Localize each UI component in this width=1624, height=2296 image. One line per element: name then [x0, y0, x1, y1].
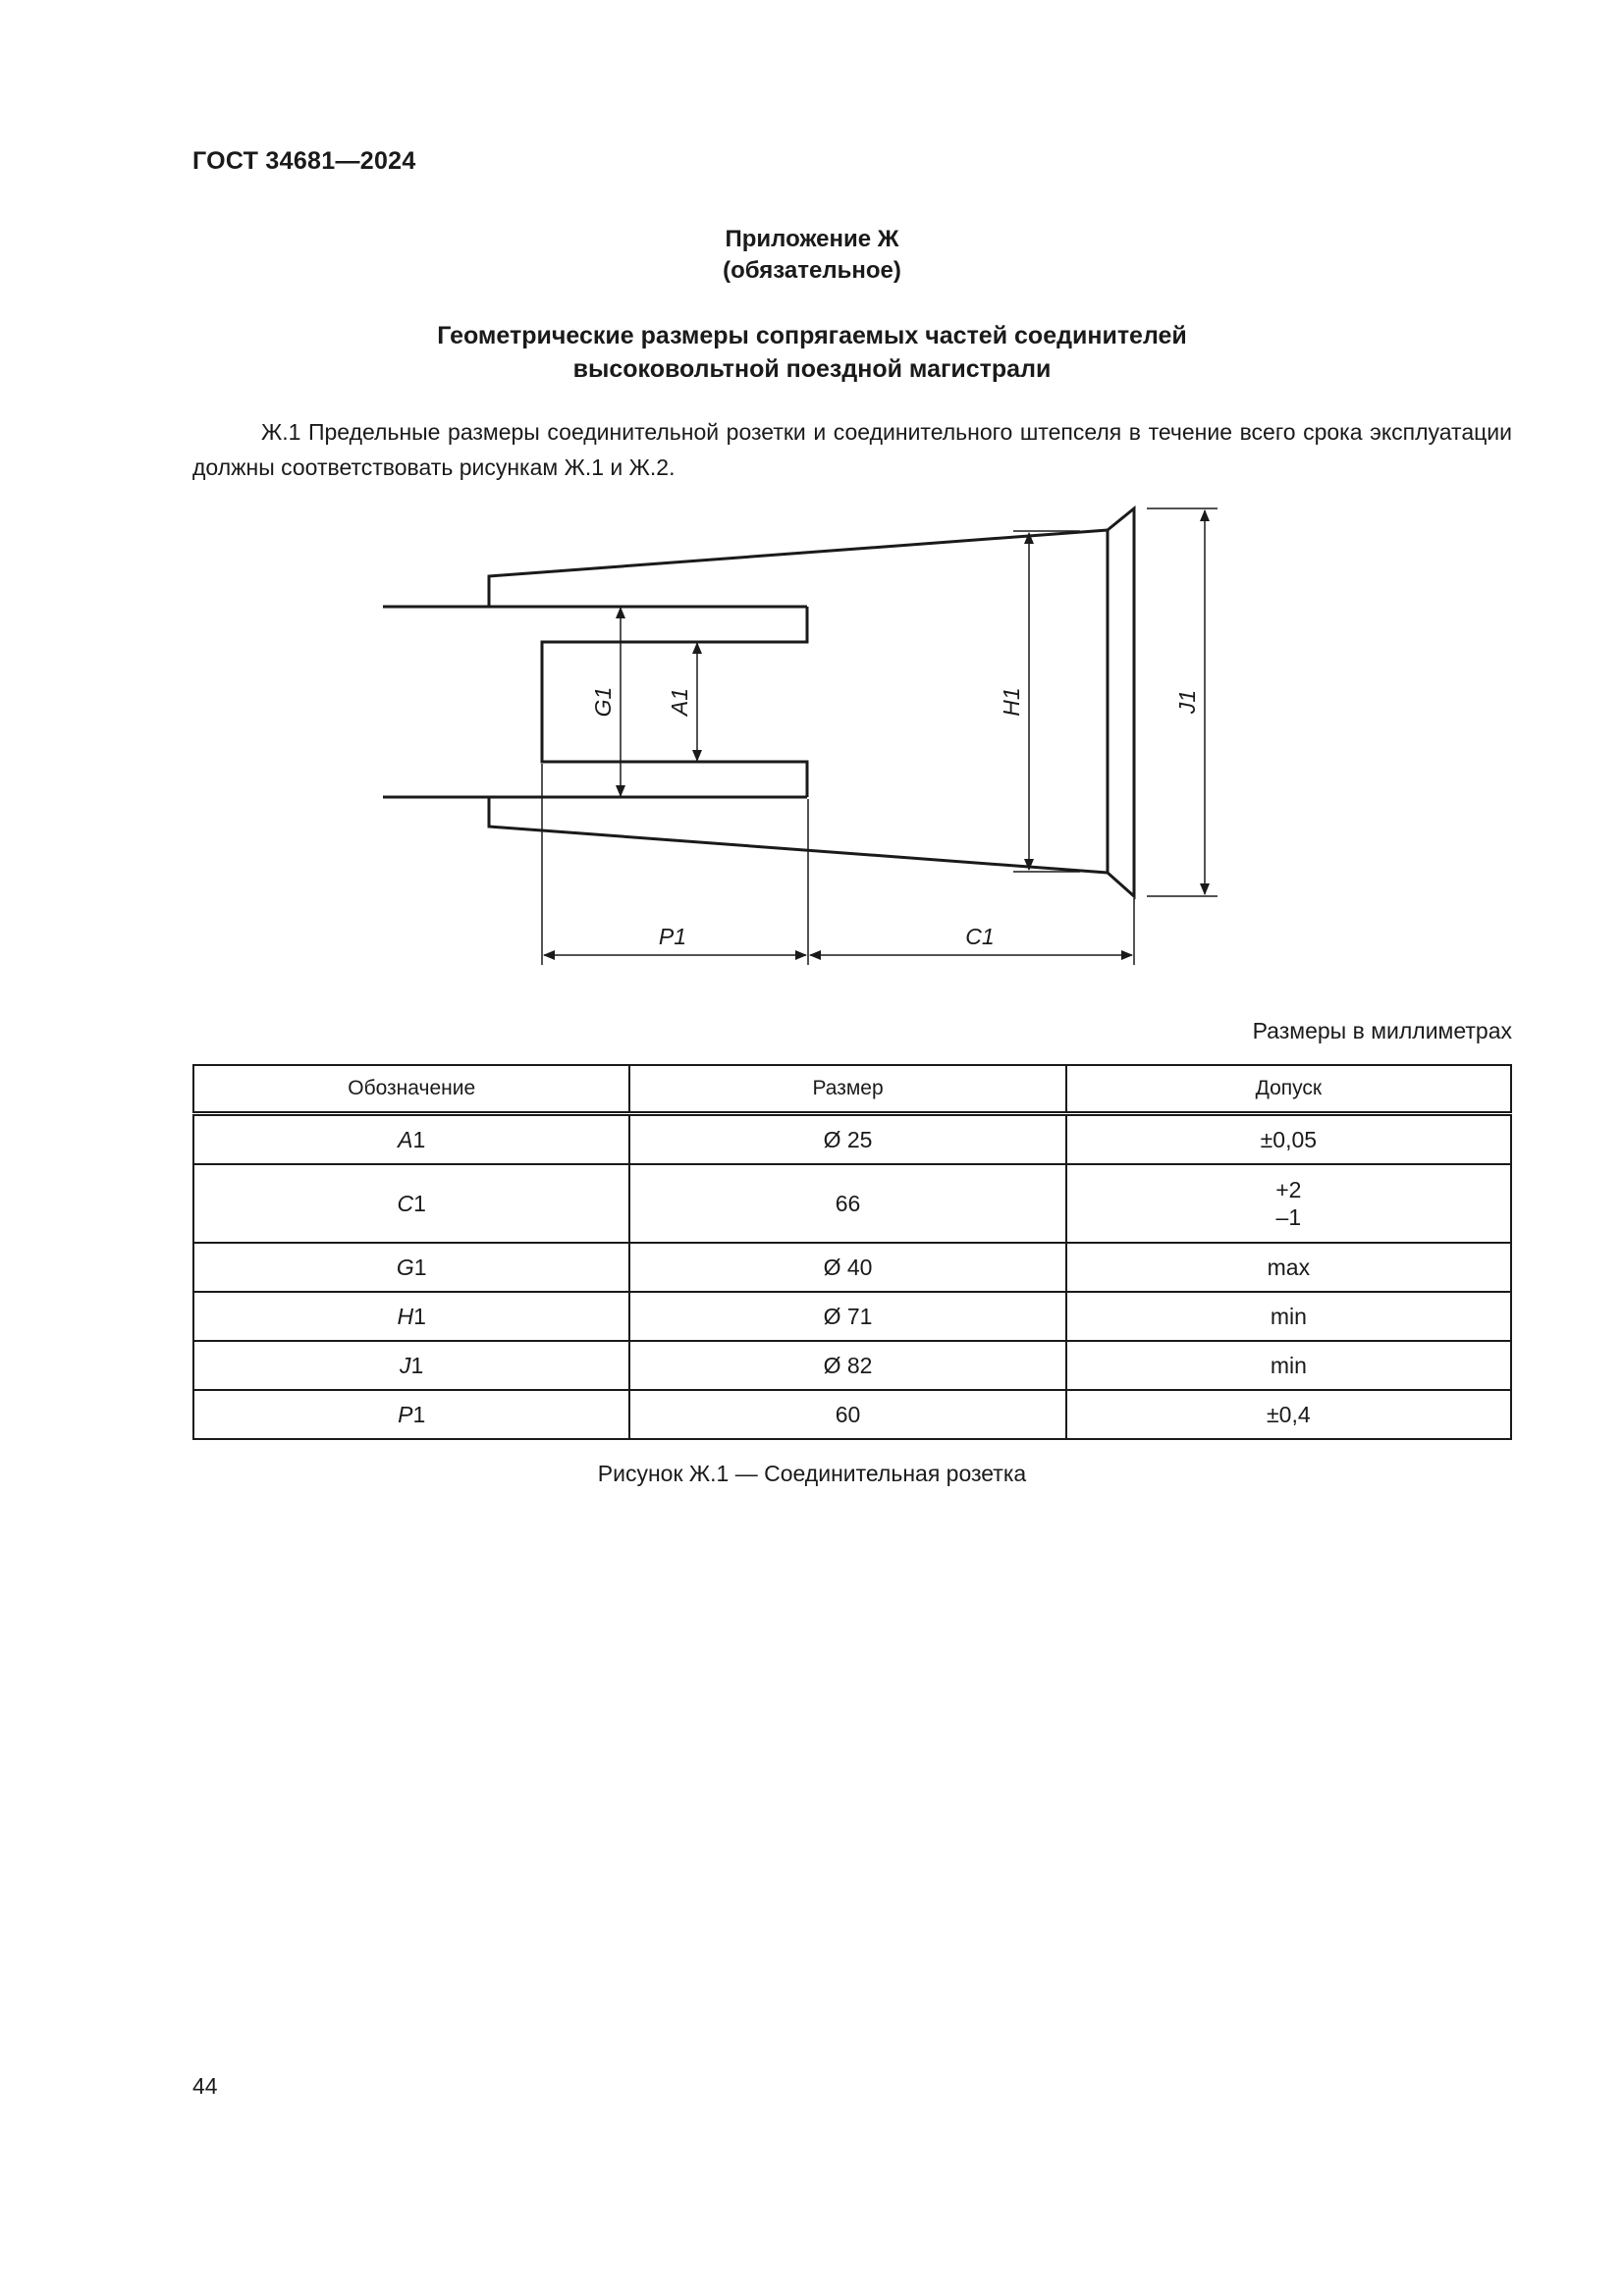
designation-cell: C1 [193, 1164, 629, 1243]
tolerance-cell: min [1066, 1341, 1511, 1390]
standard-id: ГОСТ 34681—2024 [192, 147, 416, 175]
section-title-line2: высоковольтной поездной магистрали [572, 355, 1052, 383]
page-number: 44 [192, 2073, 218, 2099]
dim-label-p1: P1 [658, 924, 687, 949]
header-tolerance: Допуск [1066, 1065, 1511, 1114]
tolerance-cell: +2 –1 [1066, 1164, 1511, 1243]
table-row [193, 1114, 1511, 1165]
designation-cell: G1 [193, 1243, 629, 1292]
size-cell: Ø 82 [629, 1341, 1065, 1390]
figure-caption: Рисунок Ж.1 — Соединительная розетка [597, 1461, 1027, 1486]
units-note: Размеры в миллиметрах [1252, 1018, 1512, 1043]
table-header-row [193, 1065, 1511, 1114]
header-designation: Обозначение [193, 1065, 629, 1114]
designation-cell: A1 [193, 1114, 629, 1165]
tolerance-cell: ±0,05 [1066, 1114, 1511, 1165]
size-cell: Ø 25 [629, 1114, 1065, 1165]
designation-cell: J1 [193, 1341, 629, 1390]
tolerance-cell: max [1066, 1243, 1511, 1292]
dimensions-table [192, 1064, 1512, 1440]
dim-label-g1: G1 [590, 686, 616, 718]
dim-label-j1: J1 [1174, 689, 1200, 715]
size-cell: Ø 40 [629, 1243, 1065, 1292]
table-row [193, 1292, 1511, 1341]
connector-socket-drawing [353, 491, 1218, 982]
section-title-line1: Геометрические размеры сопрягаемых частей соединителей [437, 322, 1187, 349]
table-row [193, 1243, 1511, 1292]
table-row [193, 1390, 1511, 1439]
annex-status: (обязательное) [723, 257, 901, 284]
dim-label-a1: A1 [667, 687, 692, 717]
designation-cell: H1 [193, 1292, 629, 1341]
annex-title: Приложение Ж [725, 226, 899, 252]
designation-cell: P1 [193, 1390, 629, 1439]
size-cell: 66 [629, 1164, 1065, 1243]
tolerance-cell: min [1066, 1292, 1511, 1341]
dim-label-c1: C1 [965, 924, 995, 949]
header-size: Размер [629, 1065, 1065, 1114]
table-row [193, 1341, 1511, 1390]
table-row [193, 1164, 1511, 1243]
size-cell: 60 [629, 1390, 1065, 1439]
dim-label-h1: H1 [999, 687, 1024, 717]
dimension-lines [542, 508, 1218, 965]
tolerance-cell: ±0,4 [1066, 1390, 1511, 1439]
size-cell: Ø 71 [629, 1292, 1065, 1341]
body-paragraph: Ж.1 Предельные размеры соединительной розетки и соединительного штепселя в течение всего срока эксплуатации должны соответствовать рисункам Ж.1 и Ж.2. [192, 419, 1512, 480]
